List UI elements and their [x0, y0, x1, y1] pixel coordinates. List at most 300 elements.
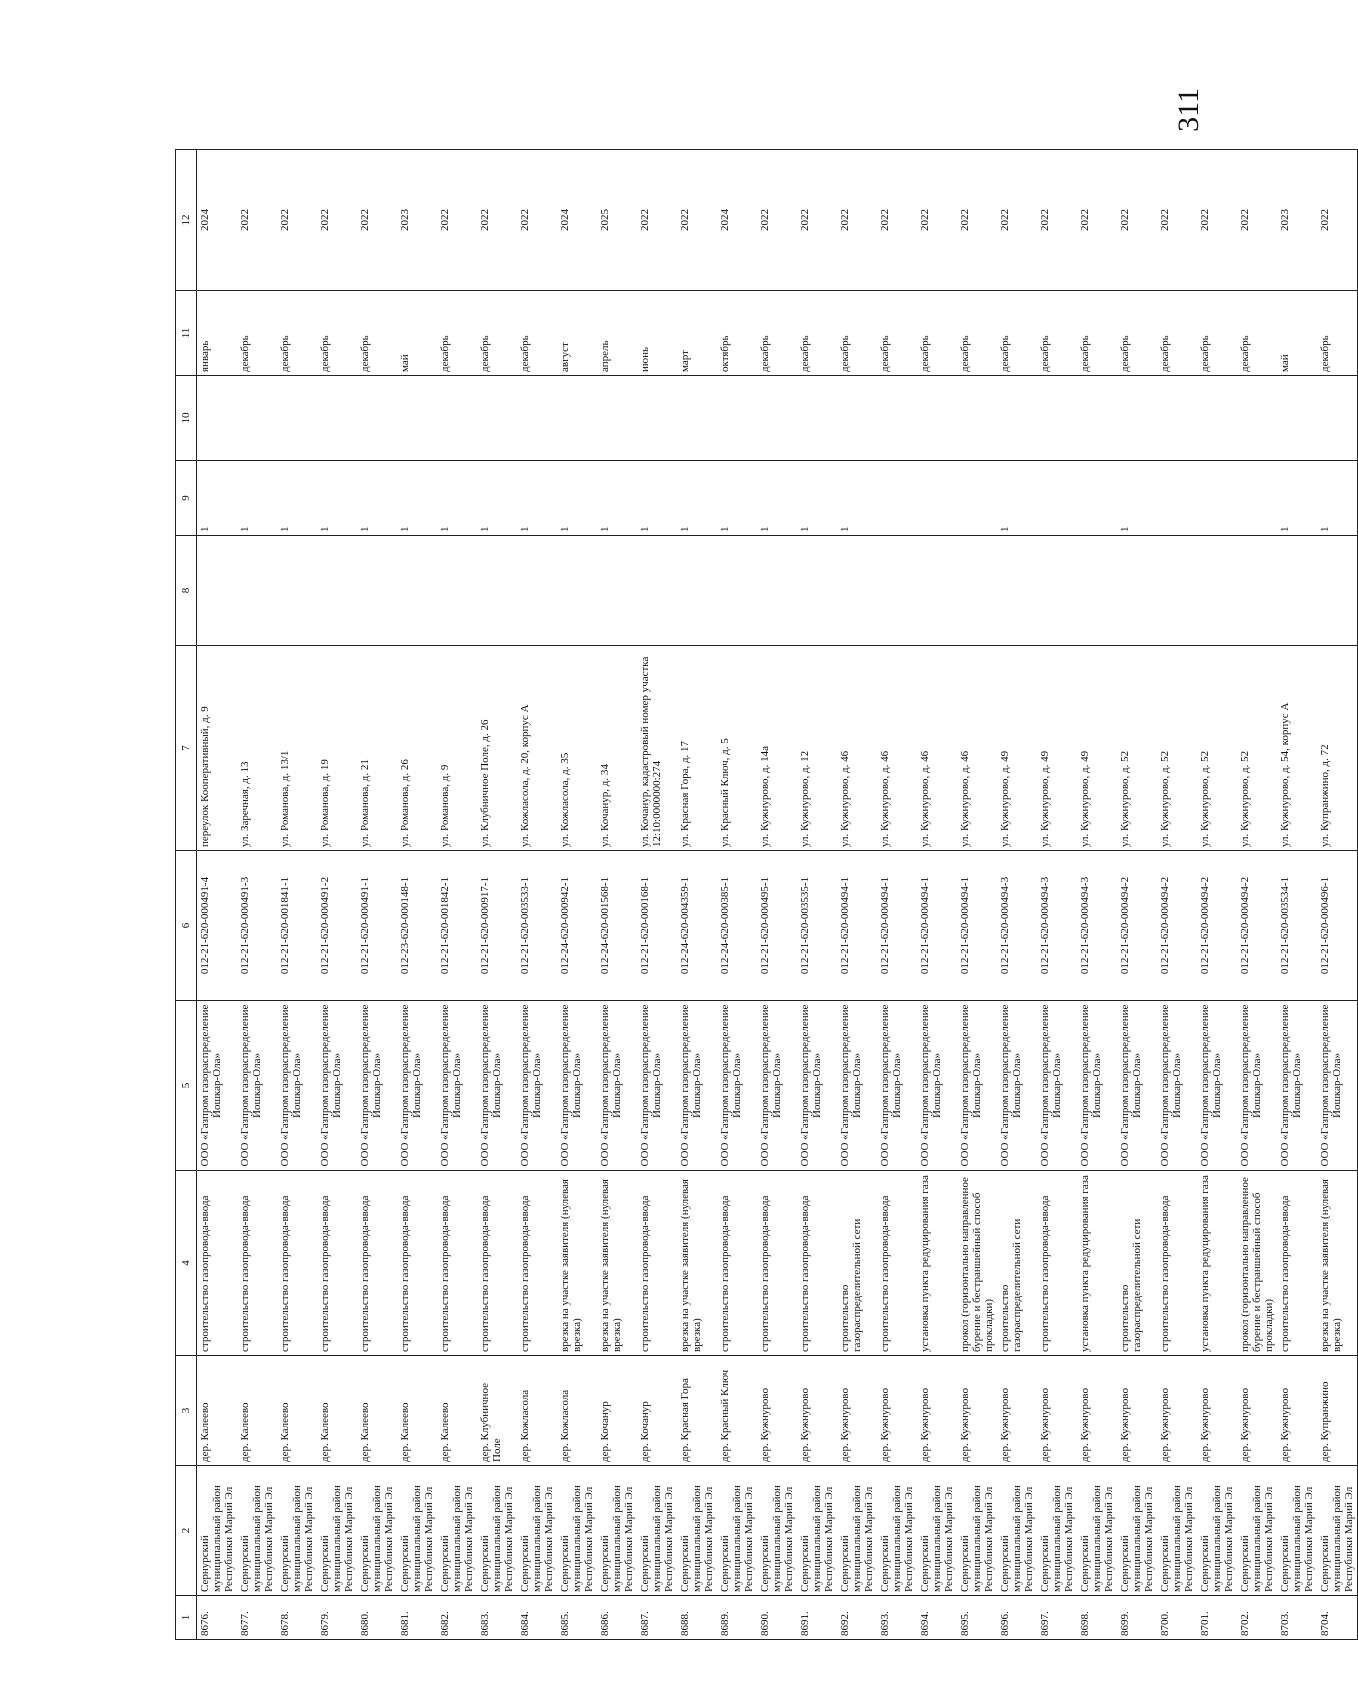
table-row — [1117, 150, 1157, 1640]
table-cell-c10 — [1077, 376, 1117, 461]
table-cell-address: ул. Кужнурово, д. 52 — [1117, 646, 1157, 851]
table-cell-code: 012-21-620-000495-1 — [757, 851, 797, 1001]
table-cell-org: ООО «Газпром газораспределение Йошкар-Ола» — [477, 1001, 517, 1171]
table-cell-org: ООО «Газпром газораспределение Йошкар-Ола» — [1237, 1001, 1277, 1171]
table-cell-district: Сернурский муниципальный район Республики Марий Эл — [597, 1466, 637, 1596]
table-cell-org: ООО «Газпром газораспределение Йошкар-Ола» — [1317, 1001, 1358, 1171]
table-cell-org: ООО «Газпром газораспределение Йошкар-Ола» — [237, 1001, 277, 1171]
table-cell-month: декабрь — [317, 291, 357, 376]
table-cell-c8 — [877, 536, 917, 646]
table-cell-org: ООО «Газпром газораспределение Йошкар-Ола» — [637, 1001, 677, 1171]
table-cell-code: 012-21-620-000494-3 — [997, 851, 1037, 1001]
table-row — [877, 150, 917, 1640]
table-cell-work: строительство газопровода-ввода — [877, 1171, 917, 1356]
table-cell-district: Сернурский муниципальный район Республики Марий Эл — [677, 1466, 717, 1596]
table-cell-work: врезка на участке заявителя (нулевая врезка) — [597, 1171, 637, 1356]
table-cell-locality: дер. Калеево — [277, 1356, 317, 1466]
col-header: 3 — [176, 1356, 197, 1466]
table-cell-c9: 1 — [997, 461, 1037, 536]
table-cell-n: 8696. — [997, 1596, 1037, 1640]
table-cell-c8 — [517, 536, 557, 646]
table-cell-locality: дер. Кужнурово — [757, 1356, 797, 1466]
table-cell-code: 012-24-620-000942-1 — [557, 851, 597, 1001]
rotated-table-container — [175, 150, 1355, 1640]
table-cell-n: 8697. — [1037, 1596, 1077, 1640]
table-row — [797, 150, 837, 1640]
table-cell-year: 2025 — [597, 150, 637, 291]
table-cell-n: 8678. — [277, 1596, 317, 1640]
table-cell-c10 — [197, 376, 238, 461]
table-cell-year: 2023 — [397, 150, 437, 291]
table-cell-month: декабрь — [1237, 291, 1277, 376]
table-cell-month: декабрь — [437, 291, 477, 376]
table-cell-code: 012-21-620-000494-3 — [1037, 851, 1077, 1001]
table-cell-c10 — [877, 376, 917, 461]
table-cell-locality: дер. Кужнурово — [797, 1356, 837, 1466]
table-cell-code: 012-21-620-000494-3 — [1077, 851, 1117, 1001]
table-cell-district: Сернурский муниципальный район Республики Марий Эл — [997, 1466, 1037, 1596]
table-cell-c9: 1 — [637, 461, 677, 536]
table-cell-locality: дер. Кужнурово — [997, 1356, 1037, 1466]
table-cell-year: 2022 — [317, 150, 357, 291]
table-cell-c8 — [1037, 536, 1077, 646]
table-row — [517, 150, 557, 1640]
table-cell-address: ул. Кужнурово, д. 49 — [1077, 646, 1117, 851]
table-cell-org: ООО «Газпром газораспределение Йошкар-Ола» — [397, 1001, 437, 1171]
table-row — [1317, 150, 1358, 1640]
table-cell-c10 — [317, 376, 357, 461]
table-cell-address: ул. Романова, д. 21 — [357, 646, 397, 851]
table-cell-c9: 1 — [357, 461, 397, 536]
table-cell-code: 012-21-620-000917-1 — [477, 851, 517, 1001]
table-cell-year: 2022 — [637, 150, 677, 291]
table-cell-org: ООО «Газпром газораспределение Йошкар-Ола» — [557, 1001, 597, 1171]
table-cell-c10 — [917, 376, 957, 461]
table-cell-org: ООО «Газпром газораспределение Йошкар-Ола» — [277, 1001, 317, 1171]
table-cell-n: 8698. — [1077, 1596, 1117, 1640]
table-cell-c10 — [957, 376, 997, 461]
table-cell-c9: 1 — [797, 461, 837, 536]
table-cell-address: ул. Кужнурово, д. 54, корпус А — [1277, 646, 1317, 851]
table-cell-c9: 1 — [317, 461, 357, 536]
table-cell-c8 — [477, 536, 517, 646]
table-cell-address: ул. Кожласола, д. 20, корпус А — [517, 646, 557, 851]
table-cell-c10 — [757, 376, 797, 461]
table-cell-n: 8693. — [877, 1596, 917, 1640]
col-header: 5 — [176, 1001, 197, 1171]
table-cell-year: 2022 — [1077, 150, 1117, 291]
table-cell-address: ул. Кужнурово, д. 14а — [757, 646, 797, 851]
table-cell-c8 — [1117, 536, 1157, 646]
table-cell-address: ул. Кочанур, кадастровый номер участка 12:10:0000000:274 — [637, 646, 677, 851]
table-cell-month: август — [557, 291, 597, 376]
table-cell-month: декабрь — [1317, 291, 1358, 376]
table-cell-org: ООО «Газпром газораспределение Йошкар-Ола» — [997, 1001, 1037, 1171]
table-cell-month: декабрь — [477, 291, 517, 376]
table-cell-c9 — [1077, 461, 1117, 536]
table-row — [1077, 150, 1117, 1640]
table-cell-year: 2022 — [1157, 150, 1197, 291]
table-cell-c10 — [1237, 376, 1277, 461]
column-number-header — [176, 150, 197, 1640]
table-cell-code: 012-23-620-000148-1 — [397, 851, 437, 1001]
table-cell-n: 8701. — [1197, 1596, 1237, 1640]
table-cell-c9: 1 — [677, 461, 717, 536]
table-cell-n: 8692. — [837, 1596, 877, 1640]
table-cell-district: Сернурский муниципальный район Республики Марий Эл — [197, 1466, 238, 1596]
table-row — [237, 150, 277, 1640]
table-cell-district: Сернурский муниципальный район Республики Марий Эл — [717, 1466, 757, 1596]
table-cell-org: ООО «Газпром газораспределение Йошкар-Ола» — [757, 1001, 797, 1171]
table-cell-district: Сернурский муниципальный район Республики Марий Эл — [1237, 1466, 1277, 1596]
table-cell-c10 — [237, 376, 277, 461]
table-cell-c10 — [797, 376, 837, 461]
table-cell-locality: дер. Калеево — [197, 1356, 238, 1466]
table-cell-c9 — [957, 461, 997, 536]
table-cell-c9: 1 — [1277, 461, 1317, 536]
table-cell-month: декабрь — [797, 291, 837, 376]
table-cell-n: 8677. — [237, 1596, 277, 1640]
table-cell-c10 — [637, 376, 677, 461]
table-cell-year: 2024 — [197, 150, 238, 291]
table-cell-district: Сернурский муниципальный район Республики Марий Эл — [1077, 1466, 1117, 1596]
table-cell-month: декабрь — [1197, 291, 1237, 376]
table-cell-c9: 1 — [1117, 461, 1157, 536]
table-cell-c8 — [677, 536, 717, 646]
table-cell-locality: дер. Кочанур — [597, 1356, 637, 1466]
table-cell-year: 2022 — [677, 150, 717, 291]
table-cell-code: 012-21-620-000494-1 — [837, 851, 877, 1001]
table-cell-work: строительство газопровода-ввода — [357, 1171, 397, 1356]
table-row — [917, 150, 957, 1640]
table-cell-c8 — [997, 536, 1037, 646]
table-cell-work: строительство газопровода-ввода — [317, 1171, 357, 1356]
table-cell-org: ООО «Газпром газораспределение Йошкар-Ола» — [1197, 1001, 1237, 1171]
table-cell-c9: 1 — [597, 461, 637, 536]
table-cell-c8 — [757, 536, 797, 646]
table-cell-org: ООО «Газпром газораспределение Йошкар-Ола» — [1117, 1001, 1157, 1171]
table-row — [317, 150, 357, 1640]
table-cell-code: 012-21-620-000494-1 — [877, 851, 917, 1001]
table-cell-address: ул. Романова, д. 13/1 — [277, 646, 317, 851]
table-cell-code: 012-21-620-000168-1 — [637, 851, 677, 1001]
table-cell-district: Сернурский муниципальный район Республики Марий Эл — [837, 1466, 877, 1596]
table-cell-district: Сернурский муниципальный район Республики Марий Эл — [237, 1466, 277, 1596]
table-row — [1037, 150, 1077, 1640]
table-cell-org: ООО «Газпром газораспределение Йошкар-Ола» — [357, 1001, 397, 1171]
table-cell-district: Сернурский муниципальный район Республики Марий Эл — [1037, 1466, 1077, 1596]
table-row — [277, 150, 317, 1640]
table-cell-address: ул. Кужнурово, д. 46 — [877, 646, 917, 851]
table-cell-c9 — [1197, 461, 1237, 536]
table-cell-code: 012-24-620-001568-1 — [597, 851, 637, 1001]
table-cell-locality: дер. Клубничное Поле — [477, 1356, 517, 1466]
table-cell-year: 2022 — [277, 150, 317, 291]
table-cell-c9 — [877, 461, 917, 536]
table-cell-org: ООО «Газпром газораспределение Йошкар-Ола» — [437, 1001, 477, 1171]
table-cell-locality: дер. Кужнурово — [1237, 1356, 1277, 1466]
table-cell-c10 — [1197, 376, 1237, 461]
table-cell-district: Сернурский муниципальный район Республики Марий Эл — [797, 1466, 837, 1596]
table-cell-work: строительство газопровода-ввода — [197, 1171, 238, 1356]
table-cell-district: Сернурский муниципальный район Республики Марий Эл — [357, 1466, 397, 1596]
table-cell-n: 8689. — [717, 1596, 757, 1640]
table-cell-work: строительство газопровода-ввода — [797, 1171, 837, 1356]
table-row — [1157, 150, 1197, 1640]
table-cell-district: Сернурский муниципальный район Республики Марий Эл — [1117, 1466, 1157, 1596]
table-cell-address: ул. Кужнурово, д. 49 — [1037, 646, 1077, 851]
table-cell-work: строительство газораспределительной сети — [1117, 1171, 1157, 1356]
table-cell-c8 — [277, 536, 317, 646]
table-cell-district: Сернурский муниципальный район Республики Марий Эл — [397, 1466, 437, 1596]
table-cell-month: апрель — [597, 291, 637, 376]
table-cell-c8 — [1197, 536, 1237, 646]
table-cell-locality: дер. Кужнурово — [917, 1356, 957, 1466]
table-row — [637, 150, 677, 1640]
table-cell-address: ул. Кужнурово, д. 52 — [1197, 646, 1237, 851]
table-cell-address: ул. Красная Гора, д. 17 — [677, 646, 717, 851]
table-cell-c10 — [597, 376, 637, 461]
table-cell-month: май — [1277, 291, 1317, 376]
table-cell-address: ул. Романова, д. 26 — [397, 646, 437, 851]
table-row — [557, 150, 597, 1640]
table-cell-work: строительство газопровода-ввода — [717, 1171, 757, 1356]
table-cell-n: 8680. — [357, 1596, 397, 1640]
table-cell-c8 — [317, 536, 357, 646]
table-cell-district: Сернурский муниципальный район Республики Марий Эл — [1157, 1466, 1197, 1596]
table-cell-district: Сернурский муниципальный район Республики Марий Эл — [917, 1466, 957, 1596]
col-header: 1 — [176, 1596, 197, 1640]
table-cell-code: 012-21-620-000491-1 — [357, 851, 397, 1001]
table-cell-n: 8686. — [597, 1596, 637, 1640]
table-cell-c9: 1 — [557, 461, 597, 536]
table-cell-code: 012-21-620-003535-1 — [797, 851, 837, 1001]
table-cell-district: Сернурский муниципальный район Республики Марий Эл — [437, 1466, 477, 1596]
table-cell-n: 8703. — [1277, 1596, 1317, 1640]
table-cell-c10 — [837, 376, 877, 461]
table-cell-org: ООО «Газпром газораспределение Йошкар-Ола» — [197, 1001, 238, 1171]
table-cell-month: декабрь — [357, 291, 397, 376]
table-cell-code: 012-21-620-000494-2 — [1117, 851, 1157, 1001]
table-row — [1197, 150, 1237, 1640]
table-cell-code: 012-21-620-000494-2 — [1157, 851, 1197, 1001]
table-cell-c10 — [997, 376, 1037, 461]
table-cell-code: 012-21-620-000494-2 — [1197, 851, 1237, 1001]
table-cell-year: 2022 — [957, 150, 997, 291]
table-cell-n: 8683. — [477, 1596, 517, 1640]
table-cell-year: 2022 — [237, 150, 277, 291]
table-cell-address: ул. Кужнурово, д. 52 — [1237, 646, 1277, 851]
table-cell-org: ООО «Газпром газораспределение Йошкар-Ола» — [877, 1001, 917, 1171]
table-cell-month: январь — [197, 291, 238, 376]
table-cell-org: ООО «Газпром газораспределение Йошкар-Ола» — [837, 1001, 877, 1171]
table-cell-code: 012-21-620-000491-3 — [237, 851, 277, 1001]
table-cell-c8 — [1317, 536, 1358, 646]
table-cell-district: Сернурский муниципальный район Республики Марий Эл — [477, 1466, 517, 1596]
table-cell-c8 — [637, 536, 677, 646]
table-cell-year: 2022 — [797, 150, 837, 291]
table-cell-address: ул. Кужнурово, д. 46 — [837, 646, 877, 851]
table-cell-year: 2023 — [1277, 150, 1317, 291]
table-cell-n: 8681. — [397, 1596, 437, 1640]
table-cell-month: декабрь — [1077, 291, 1117, 376]
table-cell-org: ООО «Газпром газораспределение Йошкар-Ола» — [1277, 1001, 1317, 1171]
col-header: 6 — [176, 851, 197, 1001]
table-cell-district: Сернурский муниципальный район Республики Марий Эл — [757, 1466, 797, 1596]
table-row — [437, 150, 477, 1640]
table-cell-work: строительство газопровода-ввода — [437, 1171, 477, 1356]
table-cell-c10 — [517, 376, 557, 461]
table-cell-month: июнь — [637, 291, 677, 376]
table-cell-locality: дер. Кужнурово — [1277, 1356, 1317, 1466]
table-cell-c9: 1 — [397, 461, 437, 536]
table-cell-year: 2022 — [1317, 150, 1358, 291]
gasification-table — [175, 149, 1358, 1640]
table-cell-address: ул. Заречная, д. 13 — [237, 646, 277, 851]
table-cell-year: 2022 — [1117, 150, 1157, 291]
table-cell-c8 — [397, 536, 437, 646]
table-cell-district: Сернурский муниципальный район Республики Марий Эл — [957, 1466, 997, 1596]
table-cell-work: строительство газораспределительной сети — [837, 1171, 877, 1356]
table-cell-n: 8699. — [1117, 1596, 1157, 1640]
table-cell-work: строительство газопровода-ввода — [277, 1171, 317, 1356]
table-cell-month: май — [397, 291, 437, 376]
table-cell-code: 012-21-620-000491-2 — [317, 851, 357, 1001]
table-cell-locality: дер. Кужнурово — [877, 1356, 917, 1466]
table-cell-address: ул. Романова, д. 19 — [317, 646, 357, 851]
table-cell-district: Сернурский муниципальный район Республики Марий Эл — [637, 1466, 677, 1596]
table-row — [597, 150, 637, 1640]
table-row — [957, 150, 997, 1640]
table-cell-year: 2022 — [477, 150, 517, 291]
table-cell-year: 2022 — [757, 150, 797, 291]
table-cell-n: 8688. — [677, 1596, 717, 1640]
table-cell-n: 8690. — [757, 1596, 797, 1640]
table-cell-address: ул. Кочанур, д. 34 — [597, 646, 637, 851]
table-cell-year: 2024 — [717, 150, 757, 291]
table-cell-address: ул. Красный Ключ, д. 5 — [717, 646, 757, 851]
table-cell-work: врезка на участке заявителя (нулевая врезка) — [557, 1171, 597, 1356]
table-cell-c9 — [1157, 461, 1197, 536]
table-cell-month: декабрь — [757, 291, 797, 376]
table-cell-c8 — [557, 536, 597, 646]
table-cell-work: строительство газопровода-ввода — [397, 1171, 437, 1356]
table-cell-c10 — [1037, 376, 1077, 461]
table-cell-code: 012-21-620-000494-2 — [1237, 851, 1277, 1001]
table-cell-org: ООО «Газпром газораспределение Йошкар-Ола» — [677, 1001, 717, 1171]
table-cell-c9 — [917, 461, 957, 536]
table-cell-district: Сернурский муниципальный район Республики Марий Эл — [1197, 1466, 1237, 1596]
table-cell-org: ООО «Газпром газораспределение Йошкар-Ола» — [717, 1001, 757, 1171]
table-cell-c10 — [1117, 376, 1157, 461]
table-cell-c9: 1 — [757, 461, 797, 536]
table-cell-locality: дер. Купранжино — [1317, 1356, 1358, 1466]
table-cell-locality: дер. Кожласола — [517, 1356, 557, 1466]
table-cell-n: 8691. — [797, 1596, 837, 1640]
table-cell-org: ООО «Газпром газораспределение Йошкар-Ола» — [917, 1001, 957, 1171]
table-cell-month: декабрь — [837, 291, 877, 376]
table-row — [677, 150, 717, 1640]
table-cell-district: Сернурский муниципальный район Республики Марий Эл — [317, 1466, 357, 1596]
table-cell-month: декабрь — [997, 291, 1037, 376]
table-cell-year: 2022 — [357, 150, 397, 291]
page-number: 311 — [1172, 88, 1205, 132]
table-cell-c9: 1 — [477, 461, 517, 536]
table-cell-address: ул. Кужнурово, д. 49 — [997, 646, 1037, 851]
table-cell-locality: дер. Кожласола — [557, 1356, 597, 1466]
table-cell-district: Сернурский муниципальный район Республики Марий Эл — [557, 1466, 597, 1596]
table-cell-c8 — [1157, 536, 1197, 646]
table-cell-c10 — [277, 376, 317, 461]
table-cell-address: переулок Кооперативный, д. 9 — [197, 646, 238, 851]
table-cell-c9: 1 — [517, 461, 557, 536]
table-cell-c10 — [437, 376, 477, 461]
table-row — [757, 150, 797, 1640]
table-cell-n: 8679. — [317, 1596, 357, 1640]
table-cell-org: ООО «Газпром газораспределение Йошкар-Ола» — [1157, 1001, 1197, 1171]
col-header: 8 — [176, 536, 197, 646]
table-cell-work: строительство газопровода-ввода — [757, 1171, 797, 1356]
table-cell-c9: 1 — [1317, 461, 1358, 536]
table-row — [197, 150, 238, 1640]
table-cell-work: установка пункта редуцирования газа — [917, 1171, 957, 1356]
table-body — [197, 150, 1358, 1640]
table-cell-c8 — [1077, 536, 1117, 646]
table-cell-c10 — [477, 376, 517, 461]
table-cell-work: строительство газопровода-ввода — [517, 1171, 557, 1356]
col-header: 10 — [176, 376, 197, 461]
table-cell-locality: дер. Кужнурово — [1157, 1356, 1197, 1466]
table-cell-work: строительство газопровода-ввода — [477, 1171, 517, 1356]
table-cell-c9: 1 — [277, 461, 317, 536]
table-cell-c8 — [437, 536, 477, 646]
table-cell-org: ООО «Газпром газораспределение Йошкар-Ола» — [517, 1001, 557, 1171]
table-cell-locality: дер. Калеево — [357, 1356, 397, 1466]
table-cell-c9 — [1037, 461, 1077, 536]
table-cell-district: Сернурский муниципальный район Республики Марий Эл — [277, 1466, 317, 1596]
table-cell-year: 2022 — [1237, 150, 1277, 291]
col-header: 12 — [176, 150, 197, 291]
table-cell-c9 — [1237, 461, 1277, 536]
table-cell-c8 — [957, 536, 997, 646]
table-row — [717, 150, 757, 1640]
table-cell-n: 8676. — [197, 1596, 238, 1640]
table-cell-locality: дер. Кужнурово — [1077, 1356, 1117, 1466]
table-cell-c9: 1 — [197, 461, 238, 536]
table-cell-c10 — [557, 376, 597, 461]
col-header: 11 — [176, 291, 197, 376]
table-cell-code: 012-24-620-000385-1 — [717, 851, 757, 1001]
table-cell-work: врезка на участке заявителя (нулевая врезка) — [677, 1171, 717, 1356]
table-cell-c8 — [237, 536, 277, 646]
table-cell-locality: дер. Красная Гора — [677, 1356, 717, 1466]
col-header: 2 — [176, 1466, 197, 1596]
table-cell-c8 — [1237, 536, 1277, 646]
table-cell-n: 8684. — [517, 1596, 557, 1640]
table-cell-work: строительство газопровода-ввода — [1037, 1171, 1077, 1356]
table-cell-year: 2022 — [997, 150, 1037, 291]
col-header: 9 — [176, 461, 197, 536]
table-cell-work: строительство газопровода-ввода — [1277, 1171, 1317, 1356]
table-cell-n: 8694. — [917, 1596, 957, 1640]
table-cell-code: 012-21-620-000496-1 — [1317, 851, 1358, 1001]
table-cell-work: строительство газопровода-ввода — [1157, 1171, 1197, 1356]
table-cell-year: 2022 — [437, 150, 477, 291]
table-cell-locality: дер. Калеево — [237, 1356, 277, 1466]
table-cell-org: ООО «Газпром газораспределение Йошкар-Ола» — [1077, 1001, 1117, 1171]
table-cell-org: ООО «Газпром газораспределение Йошкар-Ола» — [317, 1001, 357, 1171]
table-cell-code: 012-21-620-000494-1 — [957, 851, 997, 1001]
